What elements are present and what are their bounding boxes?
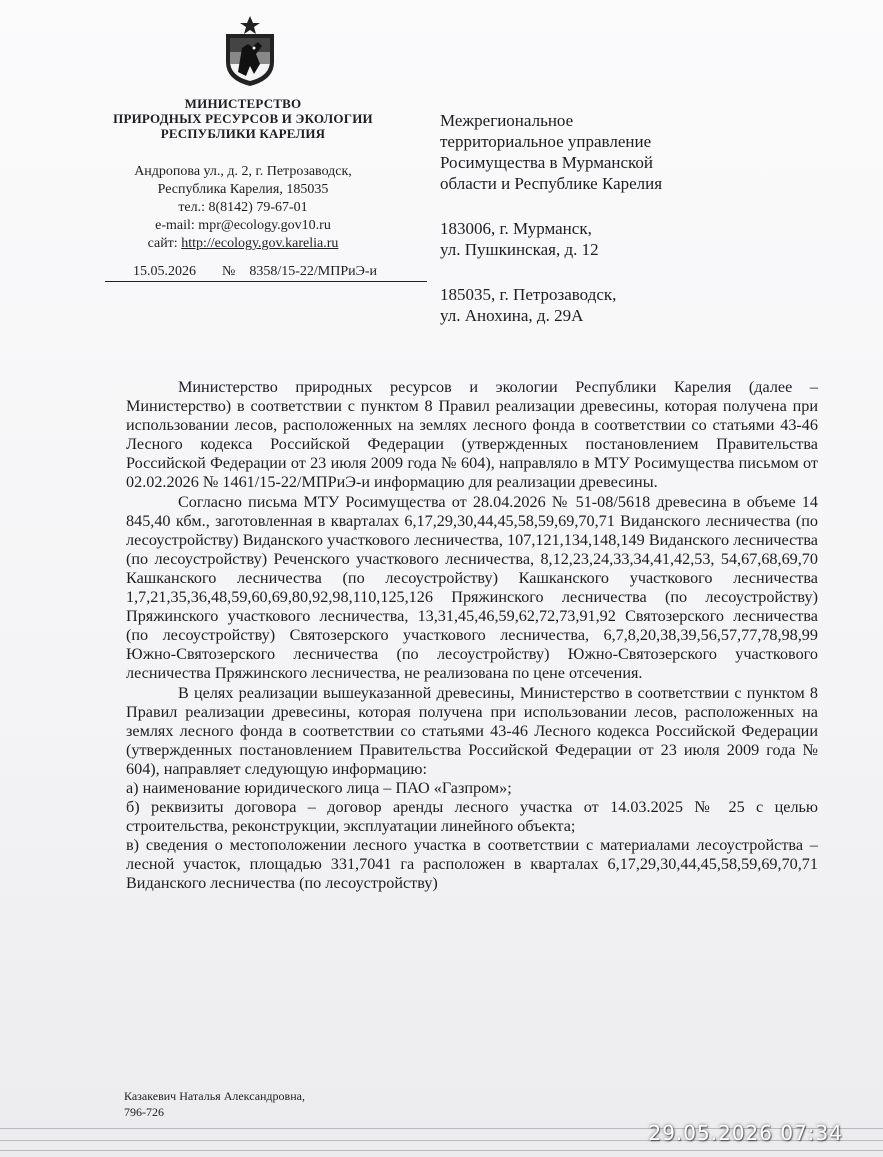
registration-line: [105, 264, 377, 280]
registration-date: 15.05.2026: [133, 264, 196, 279]
murmansk-address-line-2: ул. Пушкинская, д. 12: [440, 240, 599, 259]
ministry-name-line-1: МИНИСТЕРСТВО: [184, 96, 302, 111]
petrozavodsk-address-line-1: 185035, г. Петрозаводск,: [440, 285, 617, 304]
recipient-line-3: Росимущества в Мурманской: [440, 153, 654, 172]
letter-body: [126, 378, 818, 894]
ministry-name-line-2: ПРИРОДНЫХ РЕСУРСОВ И ЭКОЛОГИИ: [113, 111, 373, 126]
recipient-line-2: территориальное управление: [440, 132, 652, 151]
coat-of-arms-emblem: [222, 14, 278, 88]
paragraph-2: Согласно письма МТУ Росимущества от 28.04.2026 № 51-08/5618 древесина в объеме 14 845,40 кбм., заготовленная в кварталах 6,17,29,30,44,45,58,59,69,70,71 Виданского лесничества (по лесоустройству) Виданского участкового лесничества, 107,121,134,148,149 Виданского лесничества (по лесоустройству) Реченского участкового лесничества, 8,12,23,24,33,34,41,42,53, 54,67,68,69,70 Кашканского лесничества (по лесоустройству) Кашканского участкового лесничества 1,7,21,35,36,48,59,60,69,80,92,98,110,125,126 Пряжинского лесничества (по лесоустройству) Пряжинского участкового лесничества, 13,31,45,46,59,62,72,73,91,92 Святозерского лесничества (по лесоустройству) Святозерского участкового лесничества, 6,7,8,20,38,39,56,57,77,78,98,99 Южно-Святозерского лесничества (по лесоустройству) Южно-Святозерского участкового лесничества Пряжинского лесничества, не реализована по цене отсечения.: [126, 492, 818, 683]
site-label: сайт:: [147, 236, 182, 251]
paragraph-1: Министерство природных ресурсов и экологии Республики Карелия (далее – Министерство) в соответствии с пунктом 8 Правил реализации древесины, которая получена при использовании лесов, расположенных на землях лесного фонда в соответствии со статьями 43-46 Лесного кодекса Российской Федерации (утвержденных постановлением Правительства Российской Федерации от 23 июля 2009 года № 604), направляло в МТУ Росимущества письмом от 02.02.2026 № 1461/15-22/МПРиЭ-и информацию для реализации древесины.: [126, 378, 818, 492]
site-link[interactable]: http://ecology.gov.karelia.ru: [181, 236, 339, 251]
registration-underline: [105, 281, 427, 282]
registration-number-label: №: [222, 264, 236, 279]
page-edge: [0, 1150, 883, 1151]
list-item-b: б) реквизиты договора – договор аренды лесного участка от 14.03.2025 № 25 с целью строительства, реконструкции, эксплуатации линейного объекта;: [126, 798, 818, 836]
registration-number: 8358/15-22/МПРиЭ-и: [249, 264, 378, 279]
ministry-name-line-3: РЕСПУБЛИКИ КАРЕЛИЯ: [160, 126, 326, 141]
murmansk-address-line-1: 183006, г. Мурманск,: [440, 219, 592, 238]
ministry-address-line-1: Андропова ул., д. 2, г. Петрозаводск,: [134, 164, 352, 179]
photo-timestamp: 29.05.2026 07:34: [648, 1121, 843, 1145]
executor-footer: [124, 1088, 305, 1120]
ministry-address-line-2: Республика Карелия, 185035: [157, 182, 329, 197]
paragraph-3: В целях реализации вышеуказанной древесины, Министерство в соответствии с пунктом 8 Правил реализации древесины, которая получена при использовании лесов, расположенных на землях лесного фонда в соответствии со статьями 43-46 Лесного кодекса Российской Федерации (утвержденных постановлением Правительства Российской Федерации от 23 июля 2009 года № 604), направляет следующую информацию:: [126, 683, 818, 778]
recipient-address-murmansk: [440, 218, 860, 260]
recipient-line-4: области и Республике Карелия: [440, 174, 663, 193]
executor-name: Казакевич Наталья Александровна,: [124, 1089, 305, 1103]
recipient-address-petrozavodsk: [440, 284, 860, 326]
recipient-block: [440, 110, 860, 194]
ministry-phone: тел.: 8(8142) 79-67-01: [178, 200, 308, 215]
ministry-site: [98, 234, 388, 253]
recipient-line-1: Межрегиональное: [440, 111, 574, 130]
petrozavodsk-address-line-2: ул. Анохина, д. 29А: [440, 306, 584, 325]
executor-phone: 796-726: [124, 1105, 164, 1119]
ministry-email: e-mail: mpr@ecology.gov10.ru: [155, 218, 331, 233]
list-item-a: а) наименование юридического лица – ПАО «Газпром»;: [126, 778, 512, 797]
list-item-c: в) сведения о местоположении лесного участка в соответствии с материалами лесоустройства – лесной участок, площадью 331,7041 га расположен в кварталах 6,17,29,30,44,45,58,59,69,70,71 Виданского лесничества (по лесоустройству): [126, 836, 818, 893]
